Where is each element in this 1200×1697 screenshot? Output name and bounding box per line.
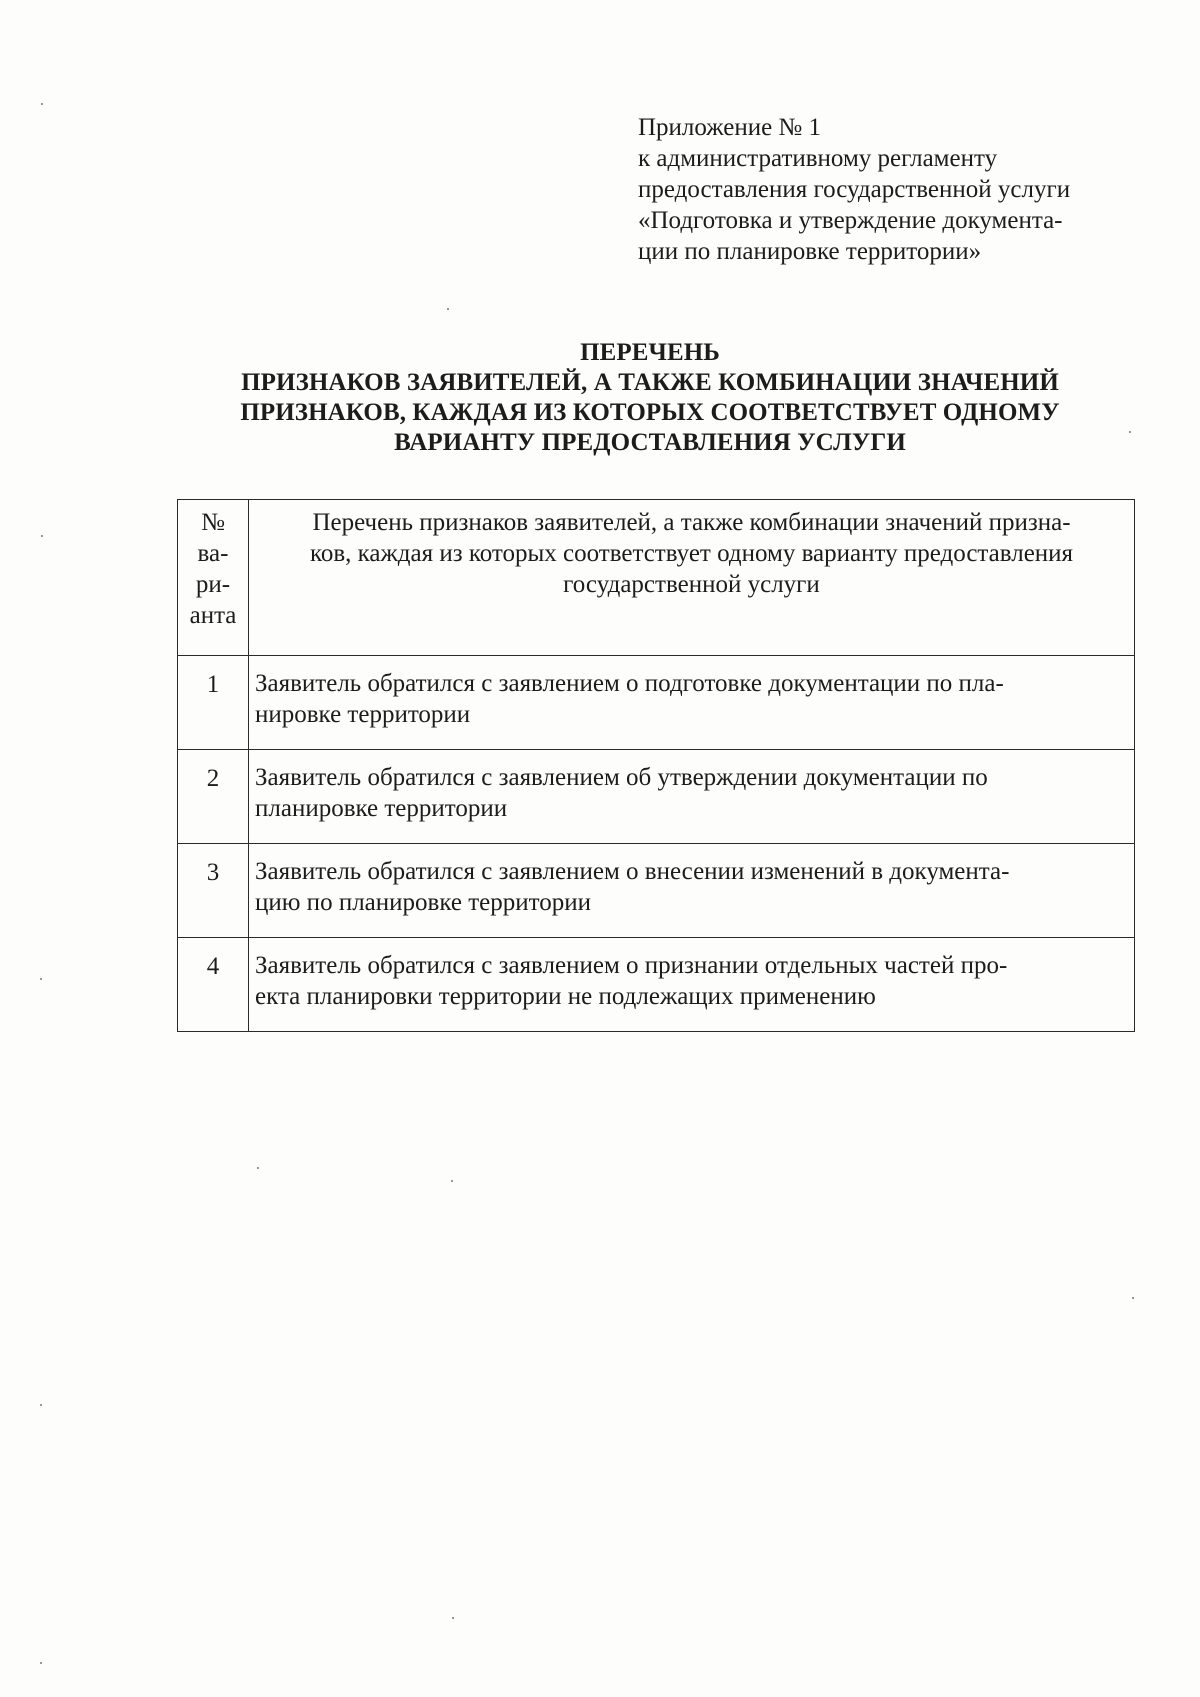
- scan-speck: [41, 535, 43, 537]
- annex-line: к административному регламенту: [638, 145, 998, 172]
- scan-speck: [41, 103, 43, 105]
- title-line: ПРИЗНАКОВ, КАЖДАЯ ИЗ КОТОРЫХ СООТВЕТСТВУЕТ ОДНОМУ: [240, 399, 1060, 426]
- annex-line: предоставления государственной услуги: [638, 176, 1071, 203]
- annex-line: ции по планировке территории»: [638, 238, 982, 265]
- table-row: [178, 750, 1135, 844]
- document-title: [170, 338, 1130, 458]
- header-number-line: ва-: [197, 540, 229, 567]
- header-description-line: Перечень признаков заявителей, а также комбинации значений призна-: [312, 509, 1071, 536]
- header-description-cell: [249, 500, 1135, 656]
- scan-speck: [40, 1662, 42, 1664]
- annex-block: [638, 112, 1158, 267]
- variants-table: [177, 499, 1135, 1032]
- scan-speck: [40, 1404, 42, 1406]
- variant-description-line: планировке территории: [255, 795, 508, 822]
- variant-description-line: нировке территории: [255, 701, 471, 728]
- scan-speck: [257, 1167, 259, 1169]
- title-line: ПЕРЕЧЕНЬ: [580, 339, 720, 366]
- annex-line: Приложение № 1: [638, 114, 822, 141]
- annex-line: «Подготовка и утверждение документа-: [638, 207, 1063, 234]
- variant-description: [249, 938, 1135, 1032]
- header-number-line: анта: [189, 602, 237, 629]
- table-header-row: [178, 500, 1135, 656]
- scan-speck: [451, 1180, 453, 1182]
- table-row: [178, 938, 1135, 1032]
- variant-description-line: Заявитель обратился с заявлением об утверждении документации по: [255, 764, 988, 791]
- header-description-line: ков, каждая из которых соответствует одному варианту предоставления: [309, 540, 1074, 567]
- header-description-line: государственной услуги: [563, 571, 820, 598]
- variant-description-line: Заявитель обратился с заявлением о внесении изменений в документа-: [255, 858, 1010, 885]
- table-row: [178, 844, 1135, 938]
- variant-description: [249, 844, 1135, 938]
- variant-description-line: екта планировки территории не подлежащих применению: [255, 983, 876, 1010]
- scan-speck: [447, 308, 449, 310]
- variant-description-line: Заявитель обратился с заявлением о признании отдельных частей про-: [255, 952, 1008, 979]
- title-line: ПРИЗНАКОВ ЗАЯВИТЕЛЕЙ, А ТАКЖЕ КОМБИНАЦИИ ЗНАЧЕНИЙ: [241, 369, 1059, 396]
- header-number-cell: [178, 500, 249, 656]
- variant-number: 3: [178, 844, 249, 938]
- table-row: [178, 656, 1135, 750]
- scan-speck: [40, 978, 42, 980]
- header-number-line: ри-: [195, 571, 231, 598]
- variant-number: 4: [178, 938, 249, 1032]
- header-number-line: №: [201, 509, 225, 536]
- variant-number: 1: [178, 656, 249, 750]
- variant-number: 2: [178, 750, 249, 844]
- title-line: ВАРИАНТУ ПРЕДОСТАВЛЕНИЯ УСЛУГИ: [394, 429, 906, 456]
- scan-speck: [452, 1617, 454, 1619]
- variant-description: [249, 656, 1135, 750]
- variant-description-line: Заявитель обратился с заявлением о подготовке документации по пла-: [255, 670, 1004, 697]
- scan-speck: [1132, 1297, 1134, 1299]
- variant-description-line: цию по планировке территории: [255, 889, 591, 916]
- variant-description: [249, 750, 1135, 844]
- scan-speck: [1129, 431, 1131, 433]
